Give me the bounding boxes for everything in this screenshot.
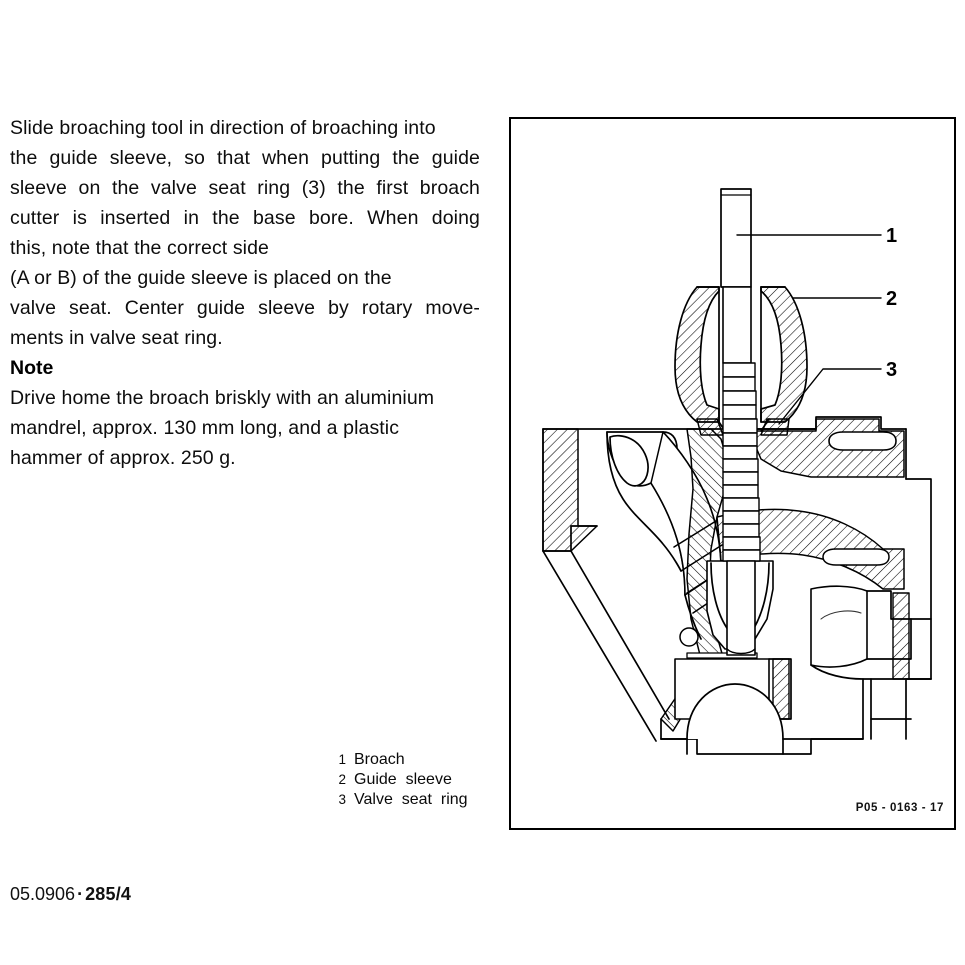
instruction-line: cutter is inserted in the base bore. When doing xyxy=(10,207,480,229)
callout-number-3: 3 xyxy=(886,359,898,381)
note-line: mandrel, approx. 130 mm long, and a plastic xyxy=(10,417,400,439)
note-line: Drive home the broach briskly with an aluminium xyxy=(10,387,435,409)
instruction-line: ments in valve seat ring. xyxy=(10,327,223,349)
instruction-line: (A or B) of the guide sleeve is placed on the xyxy=(10,267,392,289)
legend-item-label: Broach xyxy=(354,751,405,768)
instruction-line: Slide broaching tool in direction of broaching into xyxy=(10,117,436,139)
legend-item xyxy=(330,770,510,790)
legend-item-label: Valve seat ring xyxy=(354,791,468,808)
footer-separator: · xyxy=(77,884,84,904)
instruction-line: this, note that the correct side xyxy=(10,237,270,259)
instruction-line: sleeve on the valve seat ring (3) the first broach xyxy=(10,177,480,199)
figure-code: P05 - 0163 - 17 xyxy=(855,802,944,814)
legend-item-number: 3 xyxy=(338,792,346,807)
figure-frame xyxy=(509,117,956,830)
instruction-line: valve seat. Center guide sleeve by rotary move- xyxy=(10,297,480,319)
legend-item-number: 2 xyxy=(338,772,346,787)
instruction-line: the guide sleeve, so that when putting the guide xyxy=(10,147,480,169)
footer-section-number: 05.0906 xyxy=(10,884,76,904)
legend-item-number: 1 xyxy=(338,752,346,767)
callout-number-2: 2 xyxy=(886,288,898,310)
note-line: hammer of approx. 250 g. xyxy=(10,447,236,469)
broach-cutter-stack-lower xyxy=(723,433,760,561)
figure-legend xyxy=(330,750,510,810)
broach-cutter-stack-upper xyxy=(723,363,757,433)
legend-item xyxy=(330,750,510,770)
callout-leader-lines xyxy=(737,235,881,424)
instruction-text-block xyxy=(10,113,480,473)
legend-item-label: Guide sleeve xyxy=(354,771,452,788)
broach-tool xyxy=(721,189,760,655)
legend-item xyxy=(330,790,510,810)
note-heading: Note xyxy=(10,357,54,379)
footer-page-reference: 285/4 xyxy=(85,884,132,904)
callout-number-1: 1 xyxy=(886,225,898,247)
page-footer xyxy=(10,884,131,905)
